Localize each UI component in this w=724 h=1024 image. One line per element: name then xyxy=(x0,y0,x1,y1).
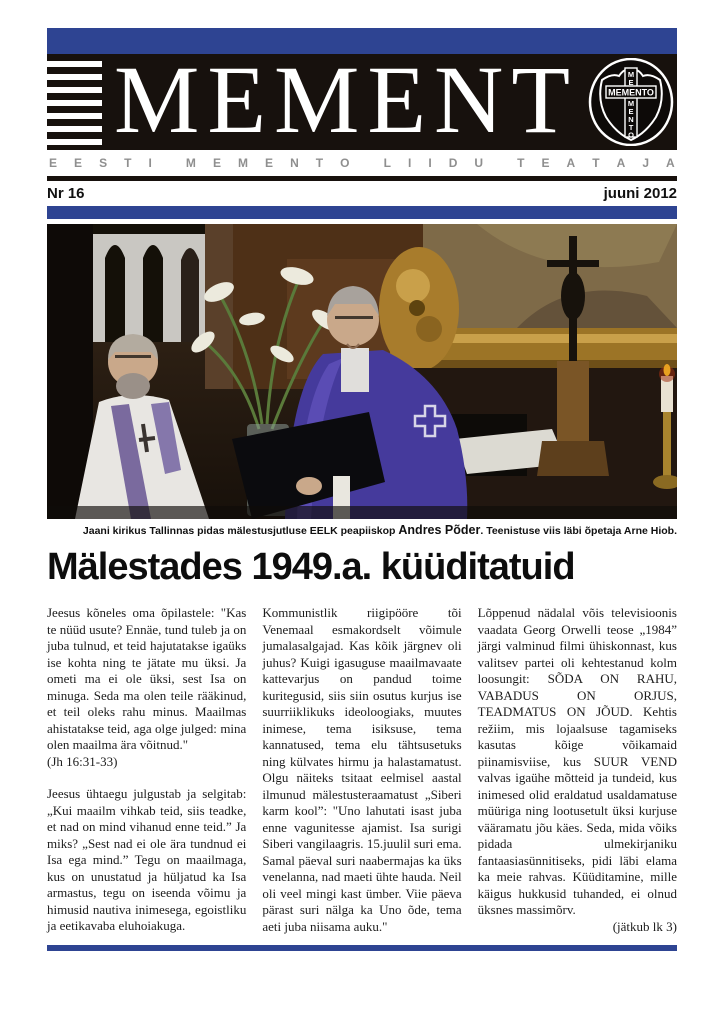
masthead-subtitle: E E S T I M E M E N T O L I I D U T E A T A J A xyxy=(49,156,675,170)
svg-text:MEMENTO: MEMENTO xyxy=(608,87,654,98)
caption-name: Andres Põder xyxy=(398,523,481,537)
caption-suffix: . Teenistuse viis läbi õpetaja Arne Hiob. xyxy=(480,525,677,537)
svg-text:O: O xyxy=(628,130,634,140)
memento-logo-icon xyxy=(587,58,675,146)
svg-text:T: T xyxy=(628,123,634,132)
bottom-blue-rule xyxy=(47,945,677,951)
article-body xyxy=(47,605,677,935)
scripture-reference: (Jh 16:31-33) xyxy=(47,753,118,769)
masthead-title: MEMENT xyxy=(114,54,578,150)
memento-logo xyxy=(585,54,677,150)
masthead xyxy=(47,54,677,150)
issue-number: Nr 16 xyxy=(47,185,85,202)
svg-text:E: E xyxy=(628,107,634,116)
paragraph: Kommunistlik riigipööre tõi Venemaal esmakordselt võimule jumalasalgajad. Kas kõik järgnev oli juhus? Kuigi igasuguse maailmavaate kattevarjus on pandud toime kuritegusid, siis siin osutus kurjus ise suurriiklikuks ideoloogiaks, muutes inimese, tema isiksuse, tema kannatused, tema elu tähtsusetuks ning külvates hirmu ja halastamatust. Olgu näiteks tsitaat eelmisel aastal ilmunud mälestusteraamatust „Siberi karm kool”: "Uno lahutati isast juba enne vagunitesse ajamist. Isa surigi Siberi vangilaagris. 15.juulil suri ema. Samal päeval suri naabermajas ka üks venelanna, nad maeti ühte hauda. Neil oli veel mingi kast ümber. Viie päeva pärast suri nälga ka Uno õde, tema aeti juba niisama auku." xyxy=(262,605,462,934)
second-blue-bar xyxy=(47,206,677,219)
paragraph: Jeesus kõneles oma õpilastele: "Kas te nüüd usute? Ennäe, tund tuleb ja on juba tulnud, et teid hajutatakse igaüks ise kohta ning te jätate mu üksi. Ja ometi ma ei ole üksi, sest Isa on minuga. Seda ma olen teile rääkinud, et teil oleks rahu minus. Maailmas ahistatakse teid, aga olge julged: mina olen maailma ära võitnud." xyxy=(47,605,247,752)
paragraph: Lõppenud nädalal võis televisioonis vaadata Georg Orwelli teose „1984” järgi valminud filmi ühiskonnast, kus valitsev partei oli kehtestanud kolm loosungit: SÕDA ON RAHU, VABADUS ON ORJUS, TEADMATUS ON JÕUD. Kehtis režiim, mis lojaalsuse tagamiseks kasutas kõige võikamaid piinamisviise, kus SUUR VEND valvas igaühe mõtteid ja tundeid, kus inimesed olid eraldatud usaldamatuse müüriga ning lootusetult üksi kurjuse vääramatu jõu käes. Seda, mida võiks pidada ulmekirjaniku fantaasiasünnitiseks, pidi läbi elama ka meie rahvas. Küüditamine, mille käigus hukkusid tuhanded, ei olnud üksnes massimõrv. xyxy=(477,605,677,917)
stripes-icon xyxy=(47,54,102,150)
church-photo xyxy=(47,224,677,519)
issue-row xyxy=(47,181,677,206)
top-blue-bar xyxy=(47,28,677,54)
text-column-3 xyxy=(478,605,677,935)
caption-text: Jaani kirikus Tallinnas pidas mälestusjutluse EELK peapiiskop xyxy=(82,525,399,537)
svg-text:M: M xyxy=(627,99,635,108)
text-column-2 xyxy=(262,605,461,935)
svg-text:E: E xyxy=(628,78,634,87)
text-column-1 xyxy=(47,605,246,935)
issue-date: juuni 2012 xyxy=(603,185,677,202)
continuation-note: (jätkub lk 3) xyxy=(612,918,677,934)
svg-text:N: N xyxy=(628,115,634,124)
svg-text:M: M xyxy=(627,70,635,79)
article-headline: Mälestades 1949.a. küüditatuid xyxy=(47,546,575,588)
photo-caption xyxy=(47,523,677,537)
paragraph: Jeesus ühtaegu julgustab ja selgitab: „Kui maailm vihkab teid, siis teadke, et nad on mind vihanud enne teid.” Ja miks? „Sest nad ei ole ära tundnud ei Isa ega mind.” Tegu on maailmaga, kus on unustatud ja hüljatud ka Isa armastus, tegu on iseenda võimu ja himusid nautiva inimesega, egoistliku ja eetikavaba eluhoiakuga. xyxy=(47,786,247,933)
